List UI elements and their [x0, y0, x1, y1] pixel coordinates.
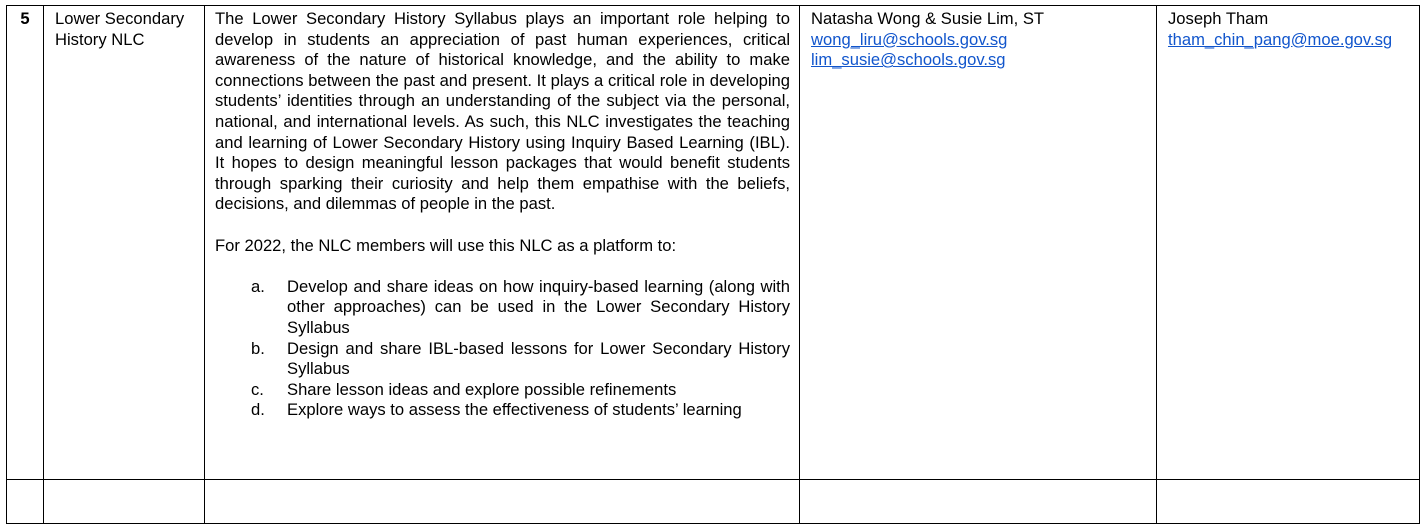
nlc-name: Lower Secondary History NLC [44, 6, 205, 480]
list-item [215, 339, 790, 380]
list-marker: b. [251, 338, 265, 358]
list-text: Explore ways to assess the effectiveness of students’ learning [287, 400, 742, 420]
list-text: Design and share IBL-based lessons for Lower Secondary History Syllabus [287, 338, 790, 379]
lead-email-link[interactable]: lim_susie@schools.gov.sg [811, 50, 1006, 70]
lead-cell [800, 6, 1157, 480]
contact-cell [1157, 6, 1420, 480]
list-item [215, 380, 790, 401]
list-item [215, 277, 790, 339]
nlc-table [6, 5, 1420, 524]
list-marker: a. [251, 276, 265, 296]
contact-email-link[interactable]: tham_chin_pang@moe.gov.sg [1168, 29, 1393, 49]
lead-email-link[interactable]: wong_liru@schools.gov.sg [811, 29, 1008, 49]
nlc-description-cell [205, 6, 800, 480]
list-item [215, 400, 790, 421]
list-text: Share lesson ideas and explore possible refinements [287, 379, 677, 399]
table-row [7, 6, 1420, 480]
list-marker: c. [251, 379, 264, 399]
row-number: 5 [7, 6, 44, 480]
list-marker: d. [251, 400, 265, 420]
table-row-cutoff [7, 480, 1420, 524]
objectives-list [215, 277, 790, 421]
list-text: Develop and share ideas on how inquiry-based learning (along with other approaches) can be used in the Lower Secondary History Syllabus [287, 276, 790, 337]
nlc-description: The Lower Secondary History Syllabus plays an important role helping to develop in students an appreciation of past human experiences, critical awareness of the nature of historical knowledge, and the ability to make connections between the past and present. It plays a critical role in developing students’ identities through an understanding of the subject via the personal, national, and international levels. As such, this NLC investigates the teaching and learning of Lower Secondary History using Inquiry Based Learning (IBL). It hopes to design meaningful lesson packages that would benefit students through sparking their curiosity and help them empathise with the beliefs, decisions, and dilemmas of people in the past. [215, 9, 790, 214]
lead-names: Natasha Wong & Susie Lim, ST [811, 9, 1045, 28]
contact-name: Joseph Tham [1168, 9, 1269, 28]
nlc-intro: For 2022, the NLC members will use this NLC as a platform to: [215, 235, 677, 255]
